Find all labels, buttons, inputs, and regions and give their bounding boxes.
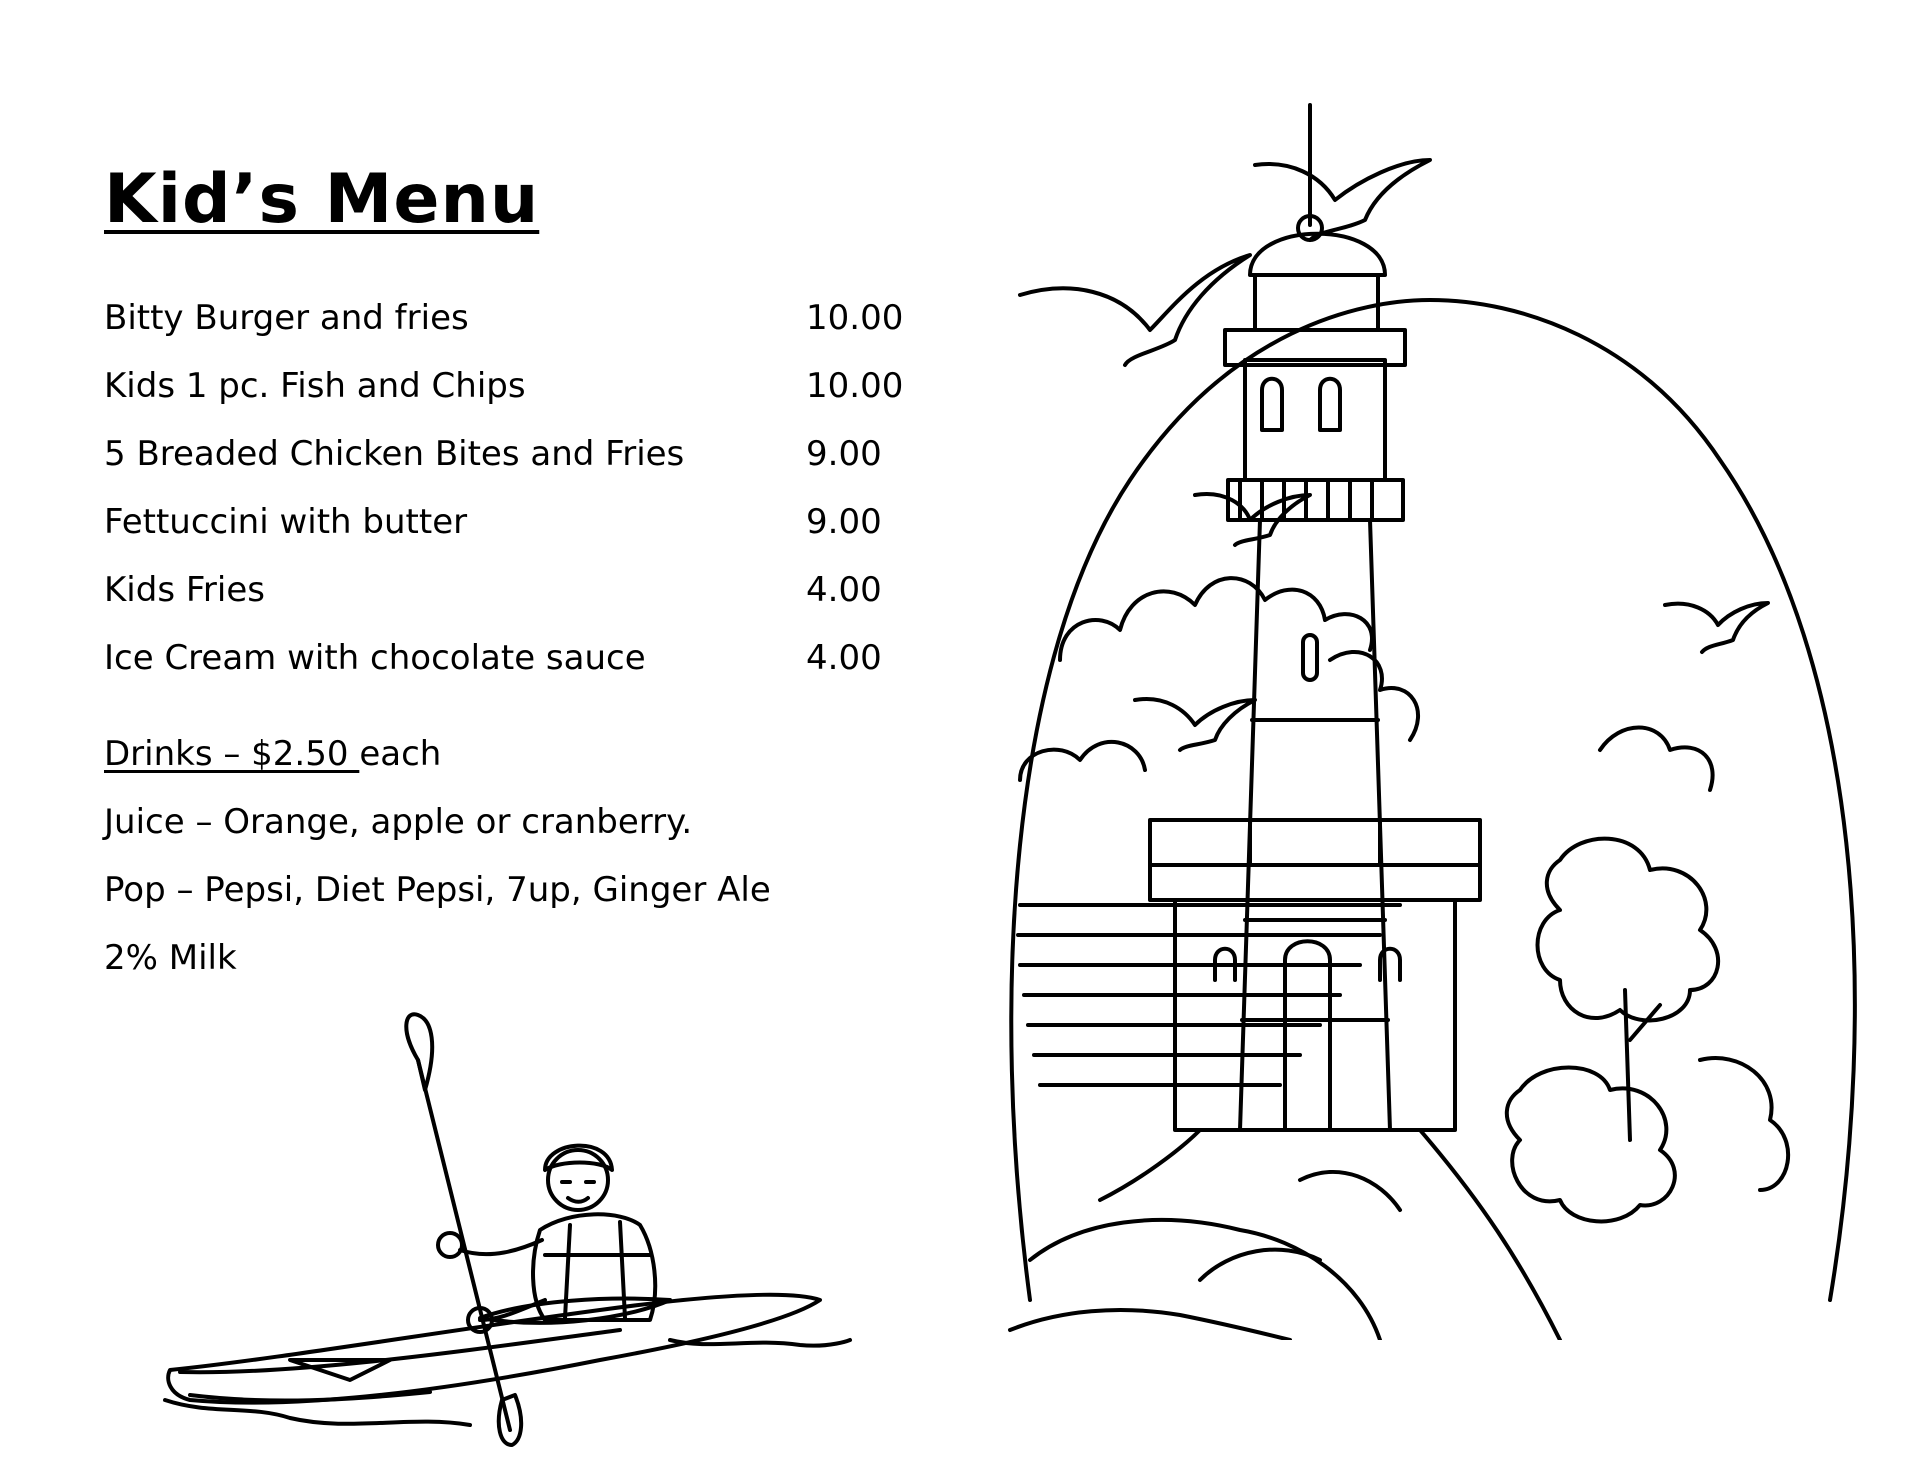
menu-item: [104, 632, 924, 700]
menu-item-name: Fettuccini with butter: [104, 502, 468, 542]
menu-item-name: Kids 1 pc. Fish and Chips: [104, 366, 526, 406]
menu-item-name: 5 Breaded Chicken Bites and Fries: [104, 434, 685, 474]
menu-item: [104, 360, 924, 428]
drink-line: Pop – Pepsi, Diet Pepsi, 7up, Ginger Ale: [104, 870, 771, 910]
drinks-header: [104, 728, 771, 796]
menu-item-price: 4.00: [806, 570, 882, 610]
menu-item-price: 10.00: [806, 366, 904, 406]
kayaker-illustration: [150, 1000, 870, 1450]
drinks-header-suffix: each: [359, 734, 442, 774]
drink-line: Juice – Orange, apple or cranberry.: [104, 802, 693, 842]
menu-item: [104, 564, 924, 632]
menu-item-price: 9.00: [806, 434, 882, 474]
menu-item: [104, 428, 924, 496]
menu-list: [104, 292, 924, 700]
menu-item-price: 9.00: [806, 502, 882, 542]
menu-item-name: Bitty Burger and fries: [104, 298, 469, 338]
drinks-section: [104, 728, 771, 1000]
menu-item-price: 4.00: [806, 638, 882, 678]
menu-item: [104, 292, 924, 360]
menu-title: Kid’s Menu: [104, 160, 540, 239]
lighthouse-illustration: [1000, 100, 1900, 1340]
drink-line: 2% Milk: [104, 938, 237, 978]
drinks-header-label: Drinks – $2.50: [104, 734, 360, 774]
menu-item: [104, 496, 924, 564]
menu-item-name: Ice Cream with chocolate sauce: [104, 638, 646, 678]
menu-item-name: Kids Fries: [104, 570, 265, 610]
menu-item-price: 10.00: [806, 298, 904, 338]
